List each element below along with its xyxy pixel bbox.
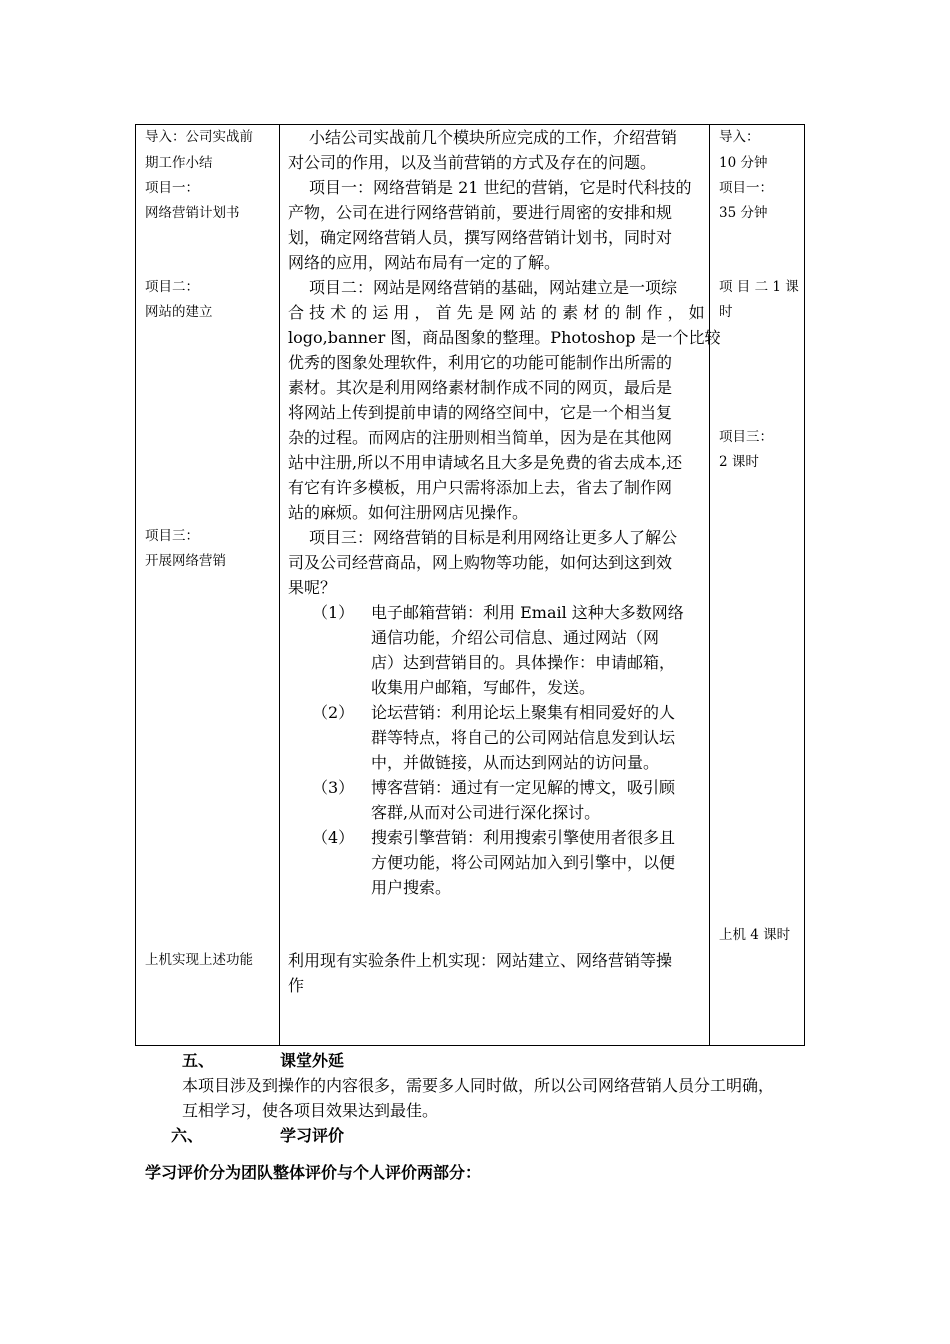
col2-line: 利用现有实验条件上机实现：网站建立、网络营销等操 (288, 951, 673, 970)
list-item-line: 店）达到营销目的。具体操作：申请邮箱， (371, 653, 676, 672)
list-item-line: 收集用户邮箱，写邮件，发送。 (371, 678, 596, 697)
list-number: （1） (312, 603, 355, 622)
col2-line: logo,banner 图，商品图象的整理。Photoshop 是一个比较 (288, 328, 721, 347)
col3-line: 2 课时 (719, 454, 759, 470)
col1-line: 项目一： (145, 180, 199, 196)
col2-line: 司及公司经营商品，网上购物等功能，如何达到这到效 (288, 553, 673, 572)
col3-line: 35 分钟 (719, 205, 768, 221)
list-item-line: 用户搜索。 (371, 878, 452, 897)
col3-line: 项目一： (719, 180, 773, 196)
evaluation-intro: 学习评价分为团队整体评价与个人评价两部分： (145, 1163, 482, 1182)
col2-line: 作 (288, 976, 305, 995)
list-item-line: 论坛营销：利用论坛上聚集有相同爱好的人 (371, 703, 676, 722)
list-number: （3） (312, 778, 355, 797)
col2-line: 合 技 术 的 运 用 ， 首 先 是 网 站 的 素 材 的 制 作 ， 如 (288, 303, 705, 322)
list-item-line: 通信功能，介绍公司信息、通过网站（网 (371, 628, 660, 647)
col2-line: 小结公司实战前几个模块所应完成的工作，介绍营销 (309, 128, 678, 147)
list-item-line: 群等特点，将自己的公司网站信息发到认坛 (371, 728, 676, 747)
table-divider-2 (709, 125, 710, 1045)
col2-line: 果呢？ (288, 578, 337, 597)
col2-line: 网络的应用，网站布局有一定的了解。 (288, 253, 561, 272)
table-divider-1 (279, 125, 280, 1045)
section-body-line: 互相学习，使各项目效果达到最佳。 (182, 1101, 439, 1120)
list-number: （4） (312, 828, 355, 847)
col2-line: 项目二：网站是网络营销的基础，网站建立是一项综 (309, 278, 678, 297)
col1-line: 项目三： (145, 528, 199, 544)
col1-line: 网络营销计划书 (145, 205, 240, 221)
section-number: 五、 (182, 1051, 215, 1070)
list-item-line: 电子邮箱营销：利用 Email 这种大多数网络 (371, 603, 684, 622)
col1-line: 上机实现上述功能 (145, 952, 253, 968)
list-item-line: 方便功能，将公司网站加入到引擎中，以便 (371, 853, 676, 872)
col3-line: 导入： (719, 129, 760, 145)
col2-line: 站的麻烦。如何注册网店见操作。 (288, 503, 529, 522)
col2-line: 对公司的作用，以及当前营销的方式及存在的问题。 (288, 153, 657, 172)
col1-line: 导入：公司实战前 (145, 129, 253, 145)
col2-line: 有它有许多模板，用户只需将添加上去，省去了制作网 (288, 478, 673, 497)
list-number: （2） (312, 703, 355, 722)
section-title: 课堂外延 (280, 1051, 345, 1070)
section-number: 六、 (171, 1126, 204, 1145)
col2-line: 素材。其次是利用网络素材制作成不同的网页，最后是 (288, 378, 673, 397)
col2-line: 优秀的图象处理软件，利用它的功能可能制作出所需的 (288, 353, 673, 372)
list-item-line: 中，并做链接，从而达到网站的访问量。 (371, 753, 660, 772)
col2-line: 站中注册,所以不用申请域名且大多是免费的省去成本,还 (288, 453, 683, 472)
col2-line: 项目一：网络营销是 21 世纪的营销，它是时代科技的 (309, 178, 692, 197)
list-item-line: 博客营销：通过有一定见解的博文，吸引顾 (371, 778, 676, 797)
col3-line: 时 (719, 304, 733, 320)
col2-line: 项目三：网络营销的目标是利用网络让更多人了解公 (309, 528, 678, 547)
col3-line: 上机 4 课时 (719, 927, 791, 943)
col2-line: 杂的过程。而网店的注册则相当简单，因为是在其他网 (288, 428, 673, 447)
col3-line: 项目三： (719, 429, 773, 445)
col1-line: 期工作小结 (145, 155, 213, 171)
col3-line: 10 分钟 (719, 155, 768, 171)
col2-line: 划，确定网络营销人员，撰写网络营销计划书，同时对 (288, 228, 673, 247)
list-item-line: 搜索引擎营销：利用搜索引擎使用者很多且 (371, 828, 676, 847)
section-body-line: 本项目涉及到操作的内容很多，需要多人同时做，所以公司网络营销人员分工明确， (182, 1076, 775, 1095)
section-title: 学习评价 (280, 1126, 345, 1145)
col2-line: 将网站上传到提前申请的网络空间中，它是一个相当复 (288, 403, 673, 422)
list-item-line: 客群,从而对公司进行深化探讨。 (371, 803, 601, 822)
col1-line: 网站的建立 (145, 304, 213, 320)
col2-line: 产物，公司在进行网络营销前，要进行周密的安排和规 (288, 203, 673, 222)
col3-line: 项 目 二 1 课 (719, 279, 799, 295)
col1-line: 项目二： (145, 279, 199, 295)
col1-line: 开展网络营销 (145, 553, 226, 569)
